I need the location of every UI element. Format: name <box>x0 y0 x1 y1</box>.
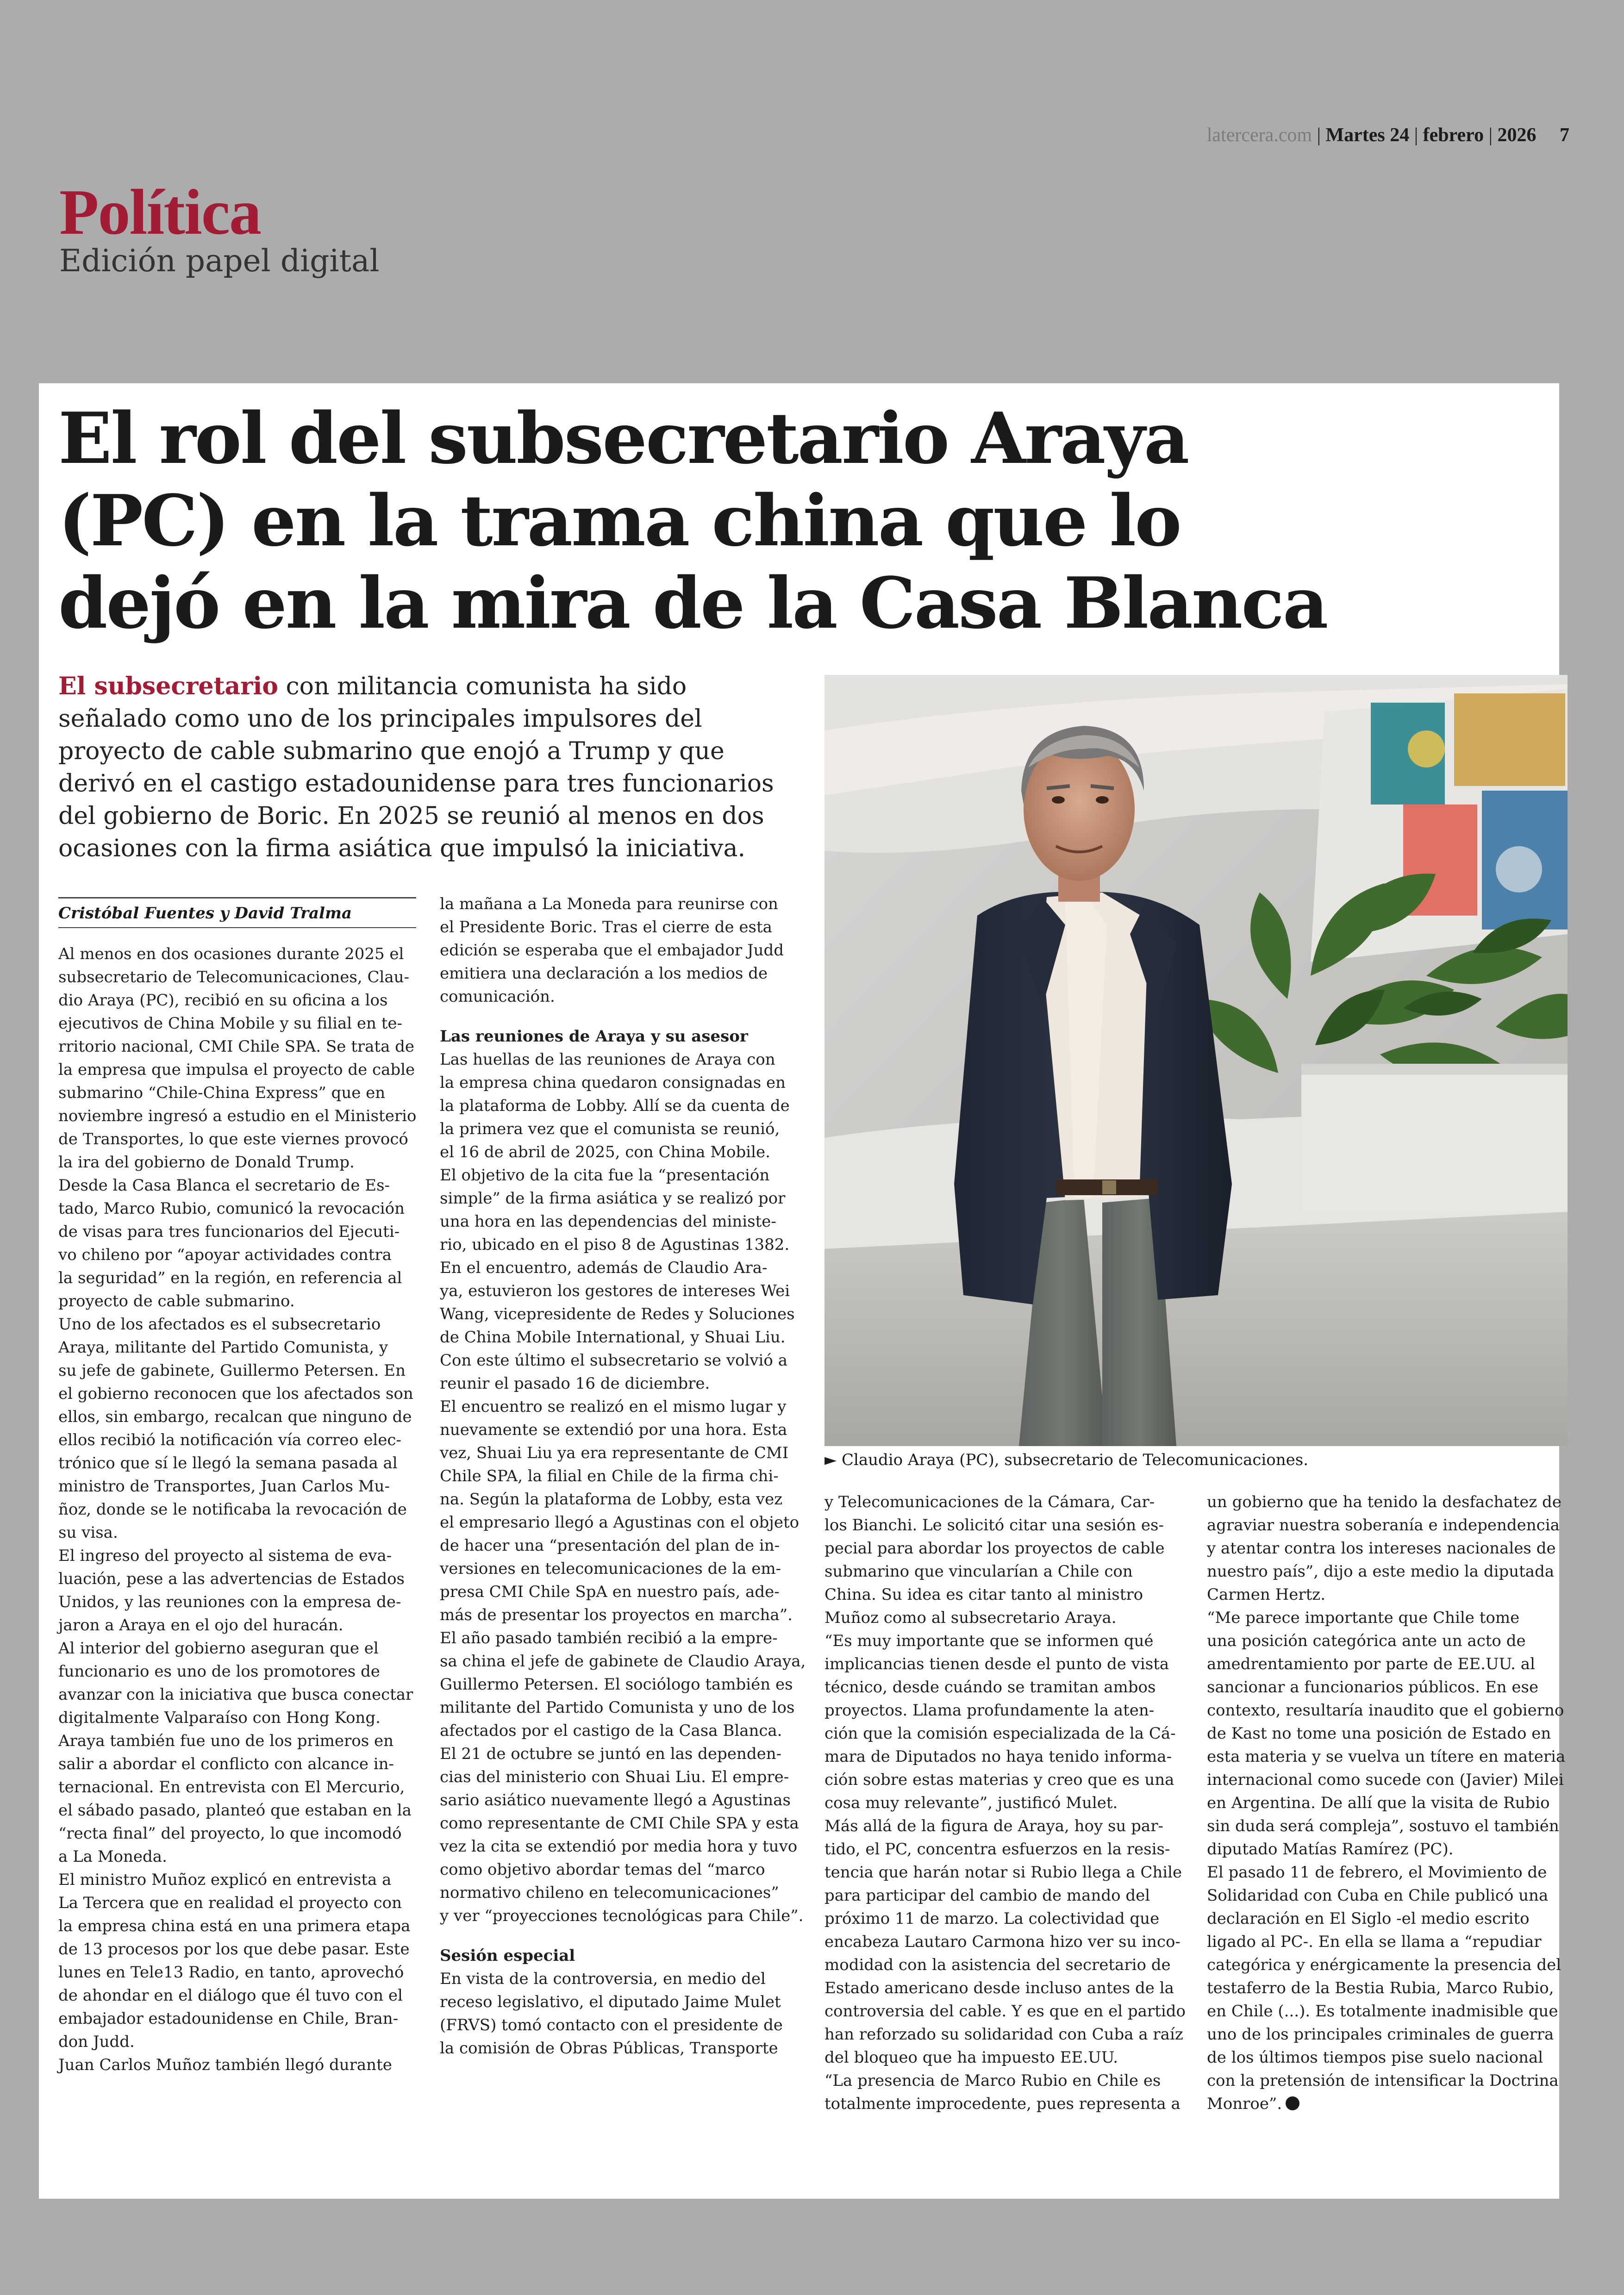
body-text-line: cias del ministerio con Shuai Liu. El empre- <box>440 1768 789 1786</box>
body-text-line: Desde la Casa Blanca el secretario de Es- <box>58 1176 390 1195</box>
body-text-line: ligado al PC-. En ella se llama a “repudiar <box>1207 1933 1542 1951</box>
body-text-line: la mañana a La Moneda para reunirse con <box>440 895 778 913</box>
photo-caption: ► Claudio Araya (PC), subsecretario de Telecomunicaciones. <box>824 1451 1309 1469</box>
body-text-line: esta materia y se vuelva un títere en materia <box>1207 1747 1566 1766</box>
body-text-line: Las huellas de las reuniones de Araya con <box>440 1050 775 1069</box>
body-text-line: Chile SPA, la filial en Chile de la firma chi- <box>440 1467 779 1485</box>
body-text-line: y atentar contra los intereses nacionales de <box>1207 1539 1556 1558</box>
body-text-line: han reforzado su solidaridad con Cuba a raíz <box>824 2025 1183 2044</box>
body-text-line: La Tercera que en realidad el proyecto con <box>58 1894 402 1912</box>
body-text-line: la seguridad” en la región, en referencia al <box>58 1269 402 1287</box>
body-text-line: receso legislativo, el diputado Jaime Mulet <box>440 1993 781 2011</box>
lead-line: ocasiones con la firma asiática que impulsó la iniciativa. <box>58 835 746 862</box>
body-text-line: rio, ubicado en el piso 8 de Agustinas 1382. <box>440 1235 790 1254</box>
body-text-line: trónico que sí le llegó la semana pasada al <box>58 1454 398 1472</box>
body-text-line: reunir el pasado 16 de diciembre. <box>440 1374 710 1393</box>
body-text-line: categórica y enérgicamente la presencia del <box>1207 1956 1562 1974</box>
body-text-line: de Kast no tome una posición de Estado en <box>1207 1724 1551 1743</box>
byline: Cristóbal Fuentes y David Tralma <box>58 897 416 928</box>
body-text-line: el Presidente Boric. Tras el cierre de esta <box>440 918 772 936</box>
body-text-line: Unidos, y las reuniones con la empresa de- <box>58 1593 401 1611</box>
body-text-line: los Bianchi. Le solicitó citar una sesión es- <box>824 1516 1164 1534</box>
separator: | <box>1488 125 1493 146</box>
body-text-line: cosa muy relevante”, justificó Mulet. <box>824 1794 1118 1812</box>
body-text-line: presa CMI Chile SpA en nuestro país, ade- <box>440 1583 780 1601</box>
body-text-line: a La Moneda. <box>58 1847 167 1866</box>
body-text-line: rritorio nacional, CMI Chile SPA. Se trata de <box>58 1037 415 1056</box>
body-text-line: Estado americano desde incluso antes de la <box>824 1979 1174 1997</box>
portrait-photo <box>824 675 1568 1446</box>
body-text-line: y Telecomunicaciones de la Cámara, Car- <box>824 1493 1155 1511</box>
body-text-line: de Transportes, lo que este viernes provocó <box>58 1130 408 1148</box>
body-text-line: submarino que vincularían a Chile con <box>824 1562 1133 1581</box>
body-text-line: de los últimos tiempos pise suelo nacional <box>1207 2048 1543 2067</box>
body-text-line: implicancias tienen desde el punto de vista <box>824 1655 1169 1673</box>
body-text-line: la plataforma de Lobby. Allí se da cuenta de <box>440 1097 790 1115</box>
body-text-line: próximo 11 de marzo. La colectividad que <box>824 1909 1160 1928</box>
body-text-line: diputado Matías Ramírez (PC). <box>1207 1840 1454 1858</box>
body-text-line: controversia del cable. Y es que en el partido <box>824 2002 1186 2021</box>
weekday: Martes <box>1325 125 1385 146</box>
lead-paragraph <box>58 670 845 865</box>
body-text-line: En el encuentro, además de Claudio Ara- <box>440 1259 768 1277</box>
lead-line: del gobierno de Boric. En 2025 se reunió al menos en dos <box>58 802 764 830</box>
body-text-line: El objetivo de la cita fue la “presentación <box>440 1166 770 1185</box>
body-text-line: dio Araya (PC), recibió en su oficina a los <box>58 991 388 1010</box>
subheading: Las reuniones de Araya y su asesor <box>440 1027 748 1046</box>
body-text-line: vo chileno por “apoyar actividades contra <box>58 1246 392 1264</box>
body-text-line: En vista de la controversia, en medio del <box>440 1970 766 1988</box>
body-text-line: El encuentro se realizó en el mismo lugar y <box>440 1397 787 1416</box>
body-text-line: un gobierno que ha tenido la desfachatez de <box>1207 1493 1562 1511</box>
body-text-line: mara de Diputados no haya tenido informa- <box>824 1747 1172 1766</box>
separator: | <box>1317 125 1321 146</box>
body-text-line: Al menos en dos ocasiones durante 2025 el <box>58 945 404 963</box>
body-text-line: Araya también fue uno de los primeros en <box>58 1732 394 1750</box>
headline-line: (PC) en la trama china que lo <box>58 479 1181 562</box>
body-text-line: digitalmente Valparaíso con Hong Kong. <box>58 1709 381 1727</box>
body-column-3 <box>824 1491 1186 2115</box>
body-text-line: El ingreso del proyecto al sistema de eva- <box>58 1547 392 1565</box>
edition-label: Edición papel digital <box>59 243 380 279</box>
body-text-line: como objetivo abordar temas del “marco <box>440 1860 765 1879</box>
body-text-line: la comisión de Obras Públicas, Transporte <box>440 2039 778 2058</box>
body-text-line: el sábado pasado, planteó que estaban en la <box>58 1801 412 1820</box>
site-name[interactable]: latercera.com <box>1206 125 1312 146</box>
body-text-line: China. Su idea es citar tanto al ministro <box>824 1585 1143 1604</box>
body-text-line: versiones en telecomunicaciones de la em- <box>440 1559 781 1578</box>
body-text-line: vez la cita se extendió por media hora y tuvo <box>440 1837 798 1856</box>
article-sheet <box>39 383 1566 2199</box>
body-text-line: subsecretario de Telecomunicaciones, Clau- <box>58 968 410 986</box>
body-text-line: testaferro de la Bestia Rubia, Marco Rubio, <box>1207 1979 1554 1997</box>
body-text-line: el empresario llegó a Agustinas con el objeto <box>440 1513 800 1532</box>
body-text-line: sario asiático nuevamente llegó a Agustinas <box>440 1791 791 1809</box>
body-column-2 <box>440 892 806 2060</box>
body-text-line: avanzar con la iniciativa que busca conectar <box>58 1685 413 1704</box>
separator: | <box>1414 125 1418 146</box>
body-text-line: emitiera una declaración a los medios de <box>440 964 768 983</box>
body-text-line: contexto, resultaría inaudito que el gobierno <box>1207 1701 1564 1720</box>
body-text-line: Guillermo Petersen. El sociólogo también es <box>440 1675 793 1694</box>
body-text-line: El ministro Muñoz explicó en entrevista a <box>58 1871 392 1889</box>
body-text-line: afectados por el castigo de la Casa Blanca. <box>440 1721 782 1740</box>
body-text-line: de 13 procesos por los que debe pasar. Este <box>58 1940 410 1958</box>
body-text-line: Solidaridad con Cuba en Chile publicó una <box>1207 1886 1549 1905</box>
body-text-line: proyectos. Llama profundamente la aten- <box>824 1701 1155 1720</box>
body-text-line: luación, pese a las advertencias de Estados <box>58 1570 405 1588</box>
body-text-line: uno de los principales criminales de guerra <box>1207 2025 1554 2044</box>
body-text-line: El 21 de octubre se juntó en las dependen- <box>440 1745 782 1763</box>
body-text-line: su visa. <box>58 1523 118 1542</box>
body-text-line: encabeza Lautaro Carmona hizo ver su inco- <box>824 1933 1181 1951</box>
body-text-line: sancionar a funcionarios públicos. En ese <box>1207 1678 1539 1696</box>
body-text-line: ejecutivos de China Mobile y su filial en te- <box>58 1014 403 1033</box>
body-text-line: del bloqueo que ha impuesto EE.UU. <box>824 2048 1118 2067</box>
body-text-line: tencia que harán notar si Rubio llega a Chile <box>824 1863 1182 1882</box>
body-text-line: y ver “proyecciones tecnológicas para Chile”. <box>440 1907 804 1925</box>
body-text-line: Juan Carlos Muñoz también llegó durante <box>58 2056 392 2074</box>
body-text-line: El pasado 11 de febrero, el Movimiento de <box>1207 1863 1547 1882</box>
body-text-line: ñoz, donde se le notificaba la revocación de <box>58 1500 407 1519</box>
body-text-line: simple” de la firma asiática y se realizó por <box>440 1189 786 1208</box>
body-text-line: de visas para tres funcionarios del Ejecuti- <box>58 1222 400 1241</box>
body-text-line: Carmen Hertz. <box>1207 1585 1326 1604</box>
body-text-line: El año pasado también recibió a la empre- <box>440 1629 778 1647</box>
body-text-line: Muñoz como al subsecretario Araya. <box>824 1609 1117 1627</box>
body-text-line: Monroe”. <box>1207 2092 1566 2115</box>
body-text-line: funcionario es uno de los promotores de <box>58 1662 380 1681</box>
body-text-line: la ira del gobierno de Donald Trump. <box>58 1153 355 1172</box>
headline-line: dejó en la mira de la Casa Blanca <box>58 561 1327 644</box>
body-text-line: tado, Marco Rubio, comunicó la revocación <box>58 1199 405 1218</box>
body-text-line: “Es muy importante que se informen qué <box>824 1632 1154 1650</box>
body-text-line: Wang, vicepresidente de Redes y Soluciones <box>440 1305 795 1323</box>
body-text-line: amedrentamiento por parte de EE.UU. al <box>1207 1655 1535 1673</box>
body-text-line: salir a abordar el conflicto con alcance in- <box>58 1755 394 1773</box>
body-text-line: como representante de CMI Chile SPA y esta <box>440 1814 799 1833</box>
body-text-line: ellos, sin embargo, recalcan que ninguno de <box>58 1408 412 1426</box>
lead-line: señalado como uno de los principales impulsores del <box>58 705 702 733</box>
body-text-line: ya, estuvieron los gestores de intereses Wei <box>440 1282 790 1300</box>
body-text-line: totalmente improcedente, pues representa a <box>824 2095 1181 2113</box>
body-text-line: declaración en El Siglo -el medio escrito <box>1207 1909 1530 1928</box>
body-text-line: su jefe de gabinete, Guillermo Petersen. En <box>58 1361 406 1380</box>
body-text-line: Con este último el subsecretario se volvió a <box>440 1351 787 1370</box>
end-mark-icon <box>1286 2096 1299 2110</box>
month: febrero <box>1423 125 1484 146</box>
body-text-line: agraviar nuestra soberanía e independencia <box>1207 1516 1560 1534</box>
body-text-line: el gobierno reconocen que los afectados son <box>58 1384 413 1403</box>
body-text-line: sin duda será compleja”, sostuvo el también <box>1207 1817 1559 1835</box>
body-text-line: con la pretensión de intensificar la Doctrina <box>1207 2071 1559 2090</box>
body-text-line: vez, Shuai Liu ya era representante de CMI <box>440 1444 789 1462</box>
body-text-line: comunicación. <box>440 987 555 1006</box>
body-text-line: la empresa que impulsa el proyecto de cable <box>58 1060 415 1079</box>
body-column-1 <box>58 942 417 2077</box>
lead-line: El subsecretario con militancia comunista ha sido <box>58 672 687 700</box>
body-text-line: Uno de los afectados es el subsecretario <box>58 1315 381 1334</box>
body-text-line: nuevamente se extendió por una hora. Esta <box>440 1421 787 1439</box>
body-column-4 <box>1207 1491 1566 2115</box>
body-text-line: ternacional. En entrevista con El Mercurio, <box>58 1778 405 1796</box>
body-text-line: (FRVS) tomó contacto con el presidente de <box>440 2016 783 2034</box>
body-text-line: más de presentar los proyectos en marcha”. <box>440 1606 793 1624</box>
lead-kicker: El subsecretario <box>58 672 278 700</box>
body-text-line: tido, el PC, concentra esfuerzos en la resis- <box>824 1840 1170 1858</box>
body-text-line: militante del Partido Comunista y uno de los <box>440 1698 795 1717</box>
body-text-line: proyecto de cable submarino. <box>58 1292 295 1310</box>
body-text-line: na. Según la plataforma de Lobby, esta vez <box>440 1490 783 1509</box>
body-text-line: Al interior del gobierno aseguran que el <box>58 1639 379 1658</box>
body-text-line: el 16 de abril de 2025, con China Mobile. <box>440 1143 770 1161</box>
dateline <box>1207 124 1569 146</box>
body-text-line: submarino “Chile-China Express” que en <box>58 1084 386 1102</box>
subheading: Sesión especial <box>440 1946 575 1965</box>
body-text-line: ción que la comisión especializada de la Cá- <box>824 1724 1176 1743</box>
body-text-line: noviembre ingresó a estudio en el Ministerio <box>58 1107 417 1125</box>
body-text-line: de China Mobile International, y Shuai Liu. <box>440 1328 786 1347</box>
page-number: 7 <box>1560 125 1569 146</box>
body-text-line: ministro de Transportes, Juan Carlos Mu- <box>58 1477 390 1496</box>
body-text-line: de ahondar en el diálogo que él tuvo con el <box>58 1986 403 2005</box>
body-text-line: en Chile (...). Es totalmente inadmisible que <box>1207 2002 1558 2021</box>
body-text-line: lunes en Tele13 Radio, en tanto, aprovechó <box>58 1963 404 1982</box>
body-text-line: de hacer una “presentación del plan de in- <box>440 1536 780 1555</box>
body-text-line: pecial para abordar los proyectos de cable <box>824 1539 1165 1558</box>
body-text-line: técnico, desde cuándo se tramitan ambos <box>824 1678 1156 1696</box>
body-text-line: Araya, militante del Partido Comunista, y <box>58 1338 388 1357</box>
headline <box>58 397 1540 644</box>
body-text-line: Más allá de la figura de Araya, hoy su par- <box>824 1817 1163 1835</box>
body-text-line: internacional como sucede con (Javier) Milei <box>1207 1771 1564 1789</box>
body-text-line: embajador estadounidense en Chile, Bran- <box>58 2009 399 2028</box>
lead-line: proyecto de cable submarino que enojó a Trump y que <box>58 737 725 765</box>
body-text-line: don Judd. <box>58 2033 135 2051</box>
day: 24 <box>1390 125 1410 146</box>
body-text-line: modidad con la asistencia del secretario de <box>824 1956 1171 1974</box>
body-text-line: ellos recibió la notificación vía correo elec- <box>58 1431 401 1449</box>
body-text-line: “La presencia de Marco Rubio en Chile es <box>824 2071 1161 2090</box>
body-text-line: en Argentina. De allí que la visita de Rubio <box>1207 1794 1550 1812</box>
body-text-line: “Me parece importante que Chile tome <box>1207 1609 1520 1627</box>
body-text-line: nuestro país”, dijo a este medio la diputada <box>1207 1562 1555 1581</box>
body-text-line: una hora en las dependencias del ministe- <box>440 1212 776 1231</box>
body-text-line: ción sobre estas materias y creo que es una <box>824 1771 1174 1789</box>
body-text-line: la empresa china quedaron consignadas en <box>440 1073 786 1092</box>
section-title: Política <box>59 176 261 248</box>
lead-line: derivó en el castigo estadounidense para tres funcionarios <box>58 770 774 798</box>
body-text-line: edición se esperaba que el embajador Judd <box>440 941 784 960</box>
body-text-line: la empresa china está en una primera etapa <box>58 1917 411 1935</box>
body-text-line: “recta final” del proyecto, lo que incomodó <box>58 1824 402 1843</box>
body-text-line: normativo chileno en telecomunicaciones” <box>440 1883 779 1902</box>
body-text-line: para participar del cambio de mando del <box>824 1886 1150 1905</box>
body-text-line: una posición categórica ante un acto de <box>1207 1632 1526 1650</box>
headline-line: El rol del subsecretario Araya <box>58 397 1188 480</box>
body-text-line: la primera vez que el comunista se reunió, <box>440 1120 780 1138</box>
year: 2026 <box>1497 125 1537 146</box>
body-text-line: jaron a Araya en el ojo del huracán. <box>58 1616 344 1634</box>
body-text-line: sa china el jefe de gabinete de Claudio Araya, <box>440 1652 806 1671</box>
